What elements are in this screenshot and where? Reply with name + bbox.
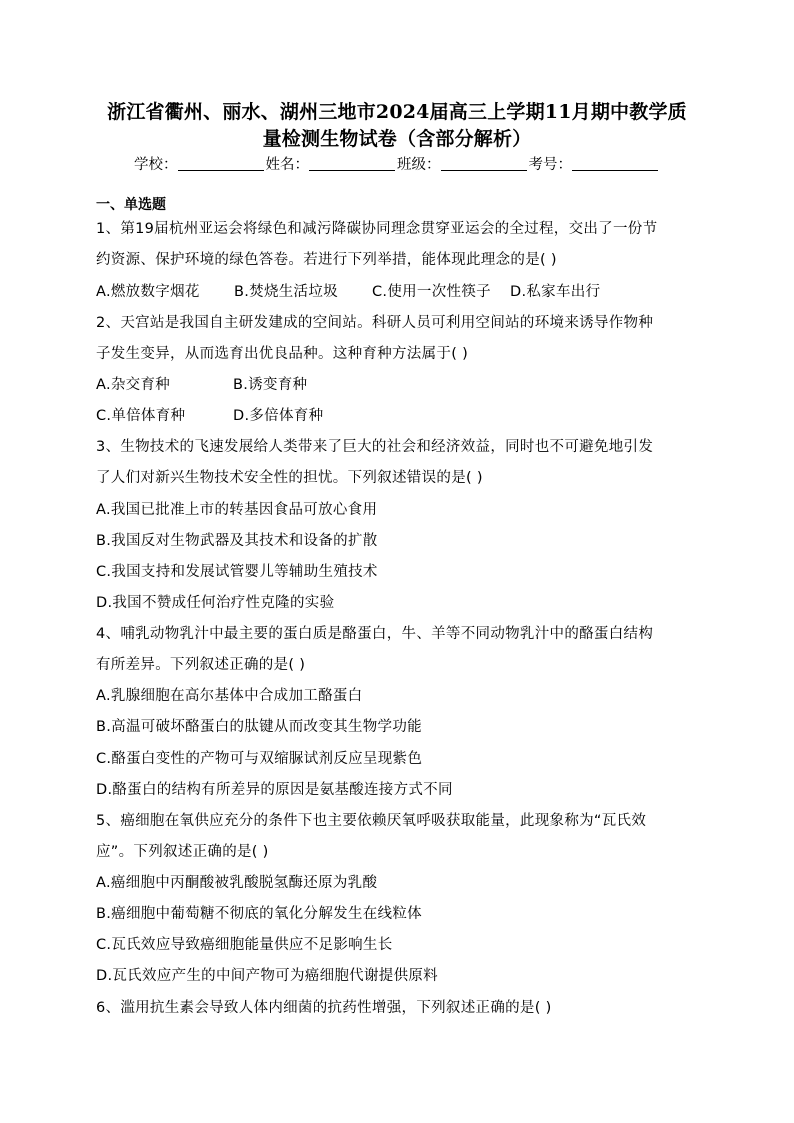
name-blank — [309, 156, 395, 171]
section-heading: 一、单选题 — [96, 197, 166, 213]
q1-option-b: B.焚烧生活垃圾 — [234, 284, 338, 300]
q3-option-c: C.我国支持和发展试管婴儿等辅助生殖技术 — [96, 564, 378, 580]
class-label: 班级： — [397, 157, 441, 173]
q2-stem-line1: 2、天宫站是我国自主研发建成的空间站。科研人员可利用空间站的环境来诱导作物种 — [96, 315, 654, 331]
q1-stem-line1: 1、第19届杭州亚运会将绿色和减污降碳协同理念贯穿亚运会的全过程，交出了一份节 — [96, 221, 658, 237]
q4-option-a: A.乳腺细胞在高尔基体中合成加工酪蛋白 — [96, 688, 363, 704]
q6-stem-line1: 6、滥用抗生素会导致人体内细菌的抗药性增强，下列叙述正确的是( ) — [96, 1000, 552, 1016]
q4-option-c: C.酪蛋白变性的产物可与双缩脲试剂反应呈现紫色 — [96, 751, 423, 767]
class-blank — [441, 156, 527, 171]
q4-stem-line1: 4、哺乳动物乳汁中最主要的蛋白质是酪蛋白，牛、羊等不同动物乳汁中的酪蛋白结构 — [96, 626, 654, 642]
exam-number-blank — [572, 156, 658, 171]
q1-options — [96, 280, 600, 301]
q2-option-b: B.诱变育种 — [233, 377, 308, 393]
q1-option-a: A.燃放数字烟花 — [96, 284, 200, 300]
name-label: 姓名： — [265, 157, 309, 173]
q5-stem-line1: 5、癌细胞在氧供应充分的条件下也主要依赖厌氧呼吸获取能量，此现象称为“瓦氏效 — [96, 813, 647, 829]
q2-option-d: D.多倍体育种 — [233, 408, 324, 424]
q5-option-d: D.瓦氏效应产生的中间产物可为癌细胞代谢提供原料 — [96, 968, 438, 984]
q4-stem-line2: 有所差异。下列叙述正确的是( ) — [96, 657, 306, 673]
q3-stem-line1: 3、生物技术的飞速发展给人类带来了巨大的社会和经济效益，同时也不可避免地引发 — [96, 439, 654, 455]
q5-stem-line2: 应”。下列叙述正确的是( ) — [96, 844, 269, 860]
school-label: 学校： — [134, 157, 178, 173]
q4-option-b: B.高温可破坏酪蛋白的肽键从而改变其生物学功能 — [96, 719, 422, 735]
q5-option-a: A.癌细胞中丙酮酸被乳酸脱氢酶还原为乳酸 — [96, 875, 378, 891]
q5-option-b: B.癌细胞中葡萄糖不彻底的氧化分解发生在线粒体 — [96, 906, 422, 922]
q3-option-a: A.我国已批准上市的转基因食品可放心食用 — [96, 502, 378, 518]
q4-option-d: D.酪蛋白的结构有所差异的原因是氨基酸连接方式不同 — [96, 782, 453, 798]
q1-option-d: D.私家车出行 — [510, 284, 601, 300]
q3-stem-line2: 了人们对新兴生物技术安全性的担忧。下列叙述错误的是( ) — [96, 470, 483, 486]
q2-option-a: A.杂交育种 — [96, 377, 171, 393]
q2-option-c: C.单倍体育种 — [96, 408, 186, 424]
q1-stem-line2: 约资源、保护环境的绿色答卷。若进行下列举措，能体现此理念的是( ) — [96, 252, 557, 268]
exam-title-line1: 浙江省衢州、丽水、湖州三地市2024届高三上学期11月期中教学质 — [107, 101, 687, 123]
exam-number-label: 考号： — [528, 157, 572, 173]
student-info-row — [0, 153, 794, 174]
q3-option-b: B.我国反对生物武器及其技术和设备的扩散 — [96, 533, 378, 549]
q2-options-row2 — [96, 404, 323, 425]
school-blank — [178, 156, 264, 171]
exam-title-line2: 量检测生物试卷（含部分解析） — [262, 128, 532, 150]
q2-stem-line2: 子发生变异，从而选育出优良品种。这种育种方法属于( ) — [96, 346, 469, 362]
q3-option-d: D.我国不赞成任何治疗性克隆的实验 — [96, 595, 335, 611]
q5-option-c: C.瓦氏效应导致癌细胞能量供应不足影响生长 — [96, 937, 393, 953]
q2-options-row1 — [96, 373, 307, 394]
q1-option-c: C.使用一次性筷子 — [372, 284, 491, 300]
